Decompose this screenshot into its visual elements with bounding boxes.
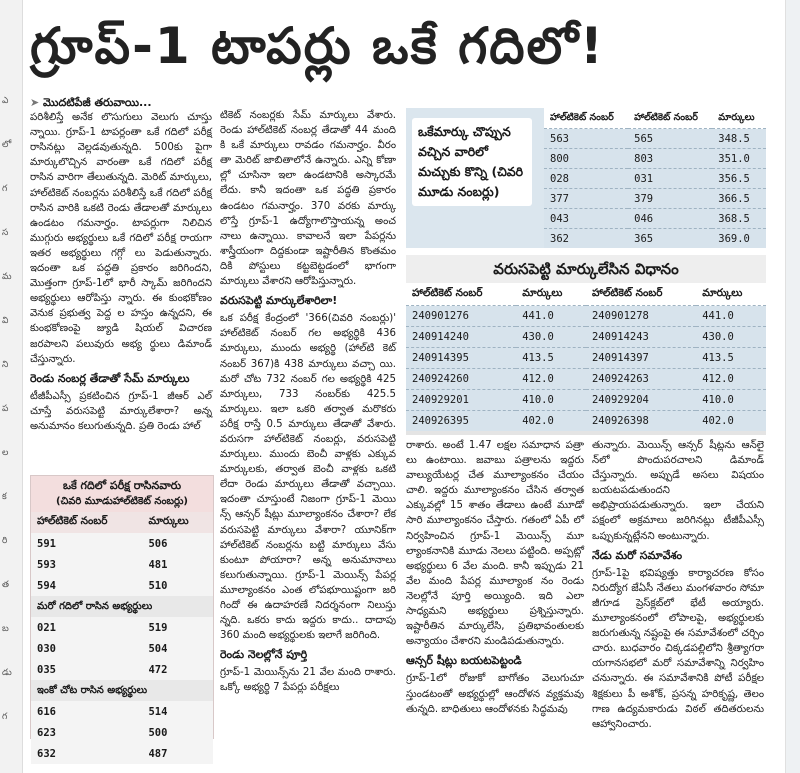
marks-cell: 348.5	[712, 129, 766, 149]
marks-cell: 356.5	[712, 169, 766, 189]
table-row	[406, 348, 766, 369]
subheading: రెండు నంబర్ల తేడాతో సేమ్ మార్కులు	[30, 371, 190, 385]
ticket-cell: 593	[31, 554, 142, 575]
one-mark-box	[406, 108, 766, 248]
subheading: రెండు నెలల్లోనే పూర్తి	[220, 648, 308, 662]
marks-cell: 368.5	[712, 209, 766, 229]
edge-text-fragment: స	[2, 228, 9, 238]
ticket-cell: 028	[544, 169, 628, 189]
right-page-edge	[785, 0, 800, 773]
column-header: హాల్‌టికెట్ నంబర్	[586, 283, 696, 306]
column-header: హాల్‌టికెట్ నంబర్	[544, 108, 628, 129]
column-4	[592, 438, 764, 734]
marks-cell: 413.5	[516, 348, 586, 369]
ticket-cell: 594	[31, 575, 142, 596]
box-title-line1: ఒకే గదిలో పరీక్ష రాసినవారు	[62, 479, 182, 492]
column-header: హాల్‌టికెట్ నంబర్	[37, 515, 108, 527]
table-row	[31, 533, 213, 554]
paragraph: గ్రూప్-1లో రోజుకో బాగోతం వెలుగుచూ స్తుండటంతో అభ్యర్థుల్లో ఆందోళన వ్యక్తమవు తున్నది. బాధితులు ఆందోళనకు సిద్ధమవు	[406, 673, 584, 715]
edge-text-fragment: క	[2, 492, 7, 502]
table-row	[31, 743, 213, 764]
marks-cell: 430.0	[516, 327, 586, 348]
edge-text-fragment: ల	[2, 448, 9, 458]
ticket-cell: 632	[31, 743, 142, 764]
ticket-cell: 035	[31, 659, 142, 680]
marks-cell: 402.0	[516, 411, 586, 432]
edge-text-fragment: ని	[2, 360, 9, 370]
edge-text-fragment: గ	[2, 184, 8, 194]
table-row	[544, 169, 766, 189]
ticket-cell: 240924263	[586, 369, 696, 390]
ticket-cell: 616	[31, 701, 142, 722]
ticket-cell: 803	[628, 149, 712, 169]
column-header: మార్కులు	[148, 515, 189, 527]
table-row	[406, 327, 766, 348]
kicker-text: మొదటిపేజీ తరువాయి...	[43, 96, 152, 109]
ticket-cell: 240914243	[586, 327, 696, 348]
ticket-cell: 240914395	[406, 348, 516, 369]
table-row	[31, 701, 213, 722]
one-mark-box-title: ఒకేమార్కు చొప్పున వచ్చిన వారిలో మచ్చుకు కొన్ని (చివరి మూడు నంబర్లు)	[412, 118, 532, 206]
table-row	[31, 554, 213, 575]
column-3	[406, 438, 584, 719]
edge-text-fragment: గ	[2, 712, 8, 722]
edge-text-fragment: డు	[2, 668, 12, 678]
subheading: ఆన్సర్ షీట్లు బయటపెట్టండి	[406, 654, 522, 668]
marks-cell: 413.5	[696, 348, 766, 369]
ticket-cell: 240914397	[586, 348, 696, 369]
table-row	[406, 390, 766, 411]
table-row	[406, 411, 766, 432]
table-row	[544, 209, 766, 229]
marks-cell: 369.0	[712, 229, 766, 249]
box-title-line2: (చివరి మూడుహాల్‌టికెట్ నంబర్లు)	[56, 496, 188, 507]
column-2	[220, 108, 396, 698]
marks-cell: 410.0	[516, 390, 586, 411]
same-room-box	[30, 475, 214, 760]
ticket-cell: 565	[628, 129, 712, 149]
kicker-arrow-icon: ➤	[30, 96, 44, 109]
marks-cell: 487	[142, 743, 213, 764]
box-title	[31, 476, 213, 512]
marks-cell: 412.0	[516, 369, 586, 390]
one-mark-table	[544, 108, 766, 248]
marks-cell: 441.0	[516, 306, 586, 327]
table-row	[544, 149, 766, 169]
adjacent-page-edge	[0, 0, 23, 773]
edge-text-fragment: త	[2, 580, 10, 590]
ticket-cell: 591	[31, 533, 142, 554]
table-row	[31, 617, 213, 638]
ticket-cell: 365	[628, 229, 712, 249]
edge-text-fragment: బ	[2, 624, 9, 634]
paragraph: ఒక పరీక్ష కేంద్రంలో '366(చివరి నంబర్లు)' హాల్‌టికెట్ నంబర్ గల అభ్యర్థికి 436 మార్కులు, ముందు అభ్యర్థి (హాల్‌టి కెట్ నంబర్ 367)కి 438 మార్కులు వచ్చా యి. మరో చోట 732 నంబర్ గల అభ్యర్థికి 425 మార్కులు, 733 నంబర్‌కు 425.5 మార్కులు. ఇలా ఒకరి తర్వాత మరొకరు పరీక్ష రాస్తే 0.5 మార్కులు తేడాతో వేశారు. వరుసగా హాల్‌టికెట్ నంబర్లు, వరుసపెట్టి మార్కులు. ముందు బెంచీ వాళ్లకు ఎక్కువ మార్కులకు, తర్వాత బెంచీ వాళ్లకు ఒకటి లేదా రెండు మార్కులు తేడాతో వచ్చాయి. ఇదంతా చూస్తుంటే నిజంగా గ్రూప్-1 మెయి న్స్ ఆన్సర్ షీట్లు మూల్యాంకనం చేశారా? లేక వరుసపెట్టి మార్కులు వేశారా? యూనిక్‌గా హాల్‌టికెట్ నంబర్లను బట్టి మార్కులు వేసు కుంటూ పోయారా? అన్న అనుమానాలు కలుగుతున్నాయి. గ్రూప్-1 మెయిన్స్ పేపర్ల మూల్యాంకనం ఎంత లోపభూయిష్టంగా జరి గిందో ఈ ఉదాహరణే నిదర్శనంగా నిలుస్తు న్నది. ఒకరు కాదు ఇద్దరు కాదు.. దాదాపు 360 మంది అభ్యర్థులకు ఇలాగే జరిగింది.	[220, 313, 396, 642]
headline: గ్రూప్-1 టాపర్లు ఒకే గదిలో!	[30, 17, 605, 75]
marks-cell: 351.0	[712, 149, 766, 169]
column-header: మార్కులు	[516, 283, 586, 306]
marks-cell: 410.0	[696, 390, 766, 411]
ticket-cell: 240929201	[406, 390, 516, 411]
marks-cell: 519	[142, 617, 213, 638]
ticket-cell: 240901276	[406, 306, 516, 327]
ticket-cell: 377	[544, 189, 628, 209]
marks-cell: 500	[142, 722, 213, 743]
ticket-cell: 031	[628, 169, 712, 189]
table-row	[31, 638, 213, 659]
ticket-cell: 240926395	[406, 411, 516, 432]
paragraph: టీజీపీఎస్సీ ప్రకటించిన గ్రూప్-1 జీఆర్ ఎల్ చూస్తే వరుసపెట్టి మార్కులేశారా? అన్న అనుమానం కలుగుతున్నది. ప్రతి రెండు హాల్	[30, 390, 212, 432]
edge-text-fragment: ప	[2, 404, 9, 414]
column-header: హాల్‌టికెట్ నంబర్	[406, 283, 516, 306]
ticket-cell: 240924260	[406, 369, 516, 390]
marks-cell: 412.0	[696, 369, 766, 390]
paragraph: గ్రూప్-1 మెయిన్స్‌ను 21 వేల మంది రాశారు. ఒక్కో అభ్యర్థి 7 పేపర్లు పరీక్షలు	[220, 667, 396, 694]
edge-text-fragment: మ	[2, 272, 12, 282]
subheading: నేడు మరో సమావేశం	[592, 548, 683, 562]
edge-text-fragment: వి	[2, 316, 9, 326]
table-row	[544, 229, 766, 249]
table-row	[406, 369, 766, 390]
table-row	[31, 722, 213, 743]
ticket-cell: 563	[544, 129, 628, 149]
table-row	[544, 129, 766, 149]
ticket-cell: 240914240	[406, 327, 516, 348]
ticket-cell: 800	[544, 149, 628, 169]
marks-cell: 504	[142, 638, 213, 659]
group-label: ఇంకో చోట రాసిన అభ్యర్థులు	[31, 680, 213, 701]
ticket-cell: 623	[31, 722, 142, 743]
paragraph: రాశారు. అంటే 1.47 లక్షల సమాధాన పత్రా లు ఉంటాయి. జవాబు పత్రాలను ఇద్దరు వాల్యుయేటర్ల చేత మూల్యాంకనం చేయం చాలి. ఇద్దరు మూల్యాంకనం చేసిన తర్వాత ఎక్కువల్లో 15 శాతం తేడాలు ఉంటే మూడో సారి మూల్యాంకనం చేస్తారు. గతంలో ఏపీ లో నిర్వహించిన గ్రూప్-1 మెయిన్స్ మూ ల్యాంకనానికి మూడు నెలలు పట్టింది. అప్పట్లో అభ్యర్థులు 6 వేల మంది. కానీ ఇప్పుడు 21 వేల మంది పేపర్ల మూల్యాంక నం రెండు నెలల్లోనే పూర్తి అయ్యింది. ఇది ఎలా సాధ్యమని అభ్యర్థులు ప్రశ్నిస్తున్నారు. ఇష్టారీతిన మార్కులేసి, ప్రతిభావంతులకు అన్యాయం చేశారని మండిపడుతున్నారు.	[406, 440, 584, 648]
marks-cell: 481	[142, 554, 213, 575]
table-row	[31, 575, 213, 596]
marks-cell: 472	[142, 659, 213, 680]
ticket-cell: 030	[31, 638, 142, 659]
ticket-cell: 021	[31, 617, 142, 638]
marks-cell: 506	[142, 533, 213, 554]
ticket-cell: 043	[544, 209, 628, 229]
table-row	[544, 189, 766, 209]
marks-cell: 402.0	[696, 411, 766, 432]
edge-text-fragment: ఎ	[2, 96, 9, 106]
paragraph: గ్రూప్-1పై భవిష్యత్తు కార్యాచరణ కోసం నిరుద్యోగ జేఏసీ నేతలు మంగళవారం సోమా జీగూడ ప్రెస్‌క్లబ్‌లో భేటీ అయ్యారు. మూల్యాంకనంలో లోపాలపై, అభ్యర్థులకు జరుగుతున్న నష్టంపై ఈ సమావేశంలో చర్చిం చారు. బుధవారం చిక్కడపల్లిలోని శ్రీత్యాగరా యగానసభలో మరో సమావేశాన్ని నిర్వహిం చనున్నారు. ఈ సమావేశానికి పోటీ పరీక్షల శిక్షకులు పీ అశోక్, ప్రసన్న హరికృష్ణ, తెలం గాణ ఉద్యమకారుడు విఠల్ తదితరులను ఆహ్వానించారు.	[592, 567, 764, 730]
table-row	[31, 659, 213, 680]
sequential-box	[406, 255, 766, 435]
ticket-cell: 362	[544, 229, 628, 249]
paragraph: తున్నారు. మెయిన్స్ ఆన్సర్ షీట్లను ఆన్‌లై న్‌లో పొందుపరచాలని డిమాండ్ చేస్తున్నారు. అప్పుడే అసలు విషయం బయటపడుతుందని అభిప్రాయపడుతున్నారు. ఇలా చేయని పక్షంలో అక్రమాలు జరిగినట్లు టీజీపీఎస్సీ ఒప్పుకున్నట్లేనని అంటున్నారు.	[592, 440, 764, 542]
ticket-cell: 240926398	[586, 411, 696, 432]
marks-cell: 441.0	[696, 306, 766, 327]
kicker	[30, 95, 212, 110]
ticket-cell: 046	[628, 209, 712, 229]
column-header: హాల్‌టికెట్ నంబర్	[628, 108, 712, 129]
group-header-row	[31, 596, 213, 617]
marks-cell: 514	[142, 701, 213, 722]
marks-cell: 366.5	[712, 189, 766, 209]
column-1	[30, 95, 212, 436]
sequential-table	[406, 283, 766, 431]
marks-cell: 430.0	[696, 327, 766, 348]
edge-text-fragment: రి	[2, 536, 8, 546]
table-row	[406, 306, 766, 327]
column-header: మార్కులు	[712, 108, 766, 129]
paragraph: పరిశీలిస్తే అనేక లొసుగులు వెలుగు చూస్తు న్నాయి. గ్రూప్-1 టాపర్లంతా ఒకే గదిలో పరీక్ష రాసినట్లు వెల్లడవుతున్నది. 500కు పైగా మార్కులొచ్చిన వారంతా ఒకే గదిలో పరీక్ష రాసిన వారిగా తేలుతున్నది. మెరిట్ మార్కులు, హాల్‌టికెట్ నంబర్లను పరిశీలిస్తే ఒకే గదిలో పరీక్ష రాసిన వారికి ఒకటి రెండు తేడాలతో మార్కులు ఉండటం గమనార్హం. టాపర్లుగా నిలిచిన ముగ్గురు అభ్యర్థులు ఒకే గదిలో పరీక్ష రాయగా ఇతర అభ్యర్థులు గగ్గో లు పెడుతున్నారు. ఇదంతా ఒక పద్ధతి ప్రకారం జరిగిందని, మొత్తంగా గ్రూప్-1లో భారీ స్కామ్ జరిగిందని అభ్యర్థులు ఆరోపిస్తు న్నారు. ఈ కుంభకోణం వెనుక ప్రభుత్వ పెద్ద ల హస్తం ఉన్నదని, ఈ కుంభకోణంపై జ్యుడి షియల్ విచారణ జరపాలని పలువురు అభ్య ర్థులు డిమాండ్ చేస్తున్నారు.	[30, 112, 212, 365]
sequential-box-title: వరుసపెట్టి మార్కులేసిన విధానం	[406, 255, 766, 283]
edge-text-fragment: లో	[2, 140, 12, 150]
column-header: మార్కులు	[696, 283, 766, 306]
ticket-cell: 240929204	[586, 390, 696, 411]
group-label: మరో గదిలో రాసిన అభ్యర్థులు	[31, 596, 213, 617]
group-header-row	[31, 680, 213, 701]
marks-cell: 510	[142, 575, 213, 596]
same-room-table	[31, 512, 213, 764]
subheading: వరుసపెట్టి మార్కులేశారిలా!	[220, 294, 338, 308]
paragraph: టికెట్ నంబర్లకు సేమ్ మార్కులు వేశారు. రెండు హాల్‌టికెట్ నంబర్ల తేడాతో 44 మంది కి ఒకే మార్కులు రావడం గమనార్హం. వీరం తా మెరిట్ జాబితాలోనే ఉన్నారు. ఎన్ని కోణా ల్లో చూసినా ఇలా ఉండటానికి అస్కారమే లేదు. కానీ ఇదంతా ఒక పద్ధతి ప్రకారం ఉండటం గమనార్హం. 370 వరకు మార్కు లొస్తే గ్రూప్-1 ఉద్యోగాలొస్తాయన్న అంచ నాలు ఉన్నాయి. కావాలనే ఇలా పేపర్లను శాస్త్రీయంగా దిద్దకుండా ఇష్టారీతిన కొంతమం దికి పోస్టులు కట్టబెట్టడంలో భాగంగా మార్కులు వేశారని ఆరోపిస్తున్నారు.	[220, 110, 396, 288]
ticket-cell: 379	[628, 189, 712, 209]
ticket-cell: 240901278	[586, 306, 696, 327]
